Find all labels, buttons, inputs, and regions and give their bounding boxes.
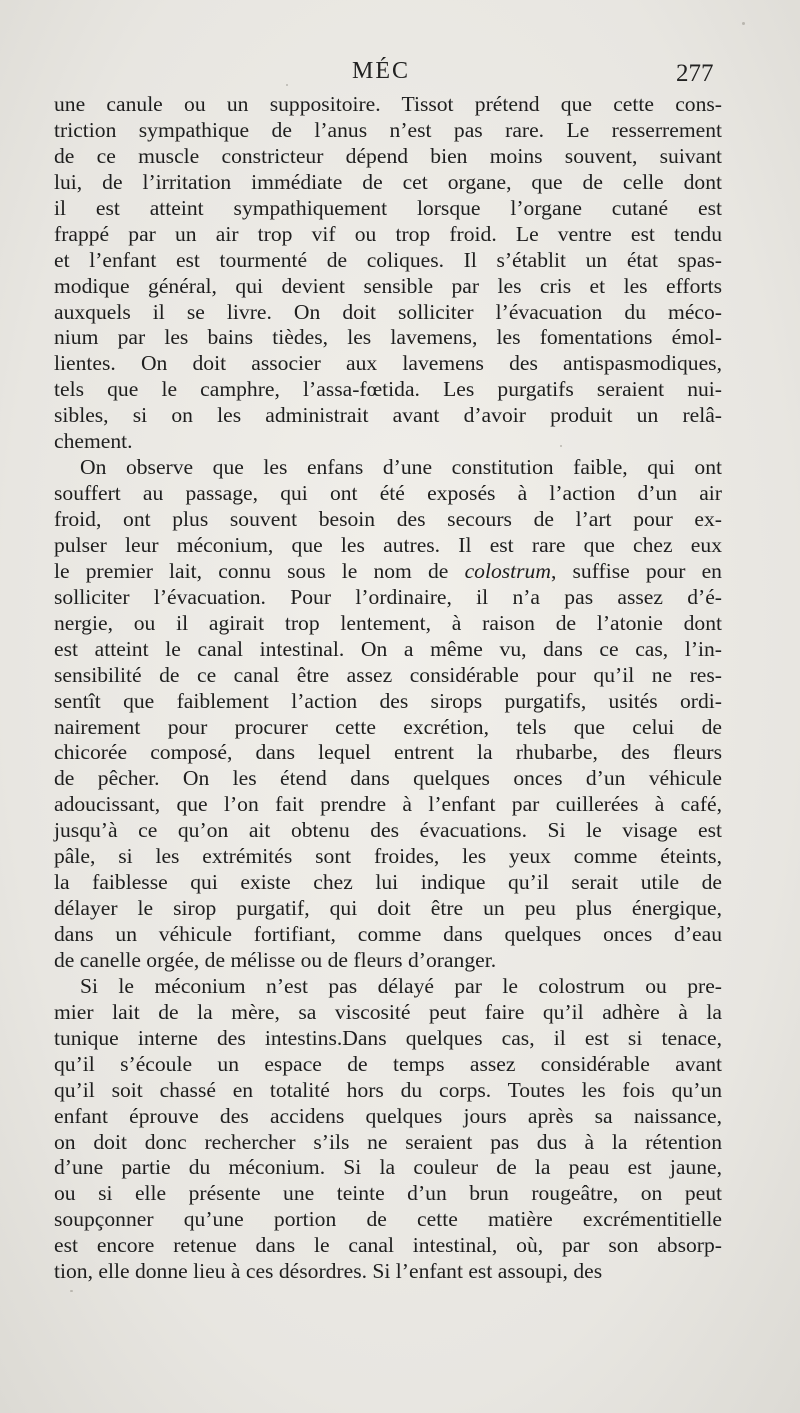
text-line: pulser leur méconium, que les autres. Il est rare que chez eux	[54, 532, 722, 557]
text-line: jusqu’à ce qu’on ait obtenu des évacuations. Si le visage est	[54, 818, 722, 843]
text-line: de canelle orgée, de mélisse ou de fleurs d’oranger.	[54, 947, 497, 972]
scan-speck	[742, 22, 745, 25]
text-line: pâle, si les extrémités sont froides, les yeux comme éteints,	[54, 844, 722, 869]
text-line: nergie, ou il agirait trop lentement, à raison de l’atonie dont	[54, 610, 722, 635]
text-line: nairement pour procurer cette excrétion, tels que celui de	[54, 714, 722, 739]
text-line: adoucissant, que l’on fait prendre à l’enfant par cuillerées à café,	[54, 792, 722, 817]
text-line: chicorée composé, dans lequel entrent la rhubarbe, des fleurs	[54, 740, 722, 765]
text-line: lui, de l’irritation immédiate de cet organe, que de celle dont	[54, 169, 722, 194]
text-line: solliciter l’évacuation. Pour l’ordinaire, il n’a pas assez d’é-	[54, 584, 722, 609]
text-line: soupçonner qu’une portion de cette matière excrémentitielle	[54, 1207, 722, 1232]
text-line: modique général, qui devient sensible par les cris et les efforts	[54, 273, 722, 298]
text-line: mier lait de la mère, sa viscosité peut faire qu’il adhère à la	[54, 999, 722, 1024]
running-head-title: MÉC	[352, 58, 411, 84]
text-line: nium par les bains tièdes, les lavemens, les fomentations émol-	[54, 325, 722, 350]
text-line: qu’il s’écoule un espace de temps assez considérable avant	[54, 1051, 722, 1076]
running-head	[0, 58, 800, 92]
text-line: délayer le sirop purgatif, qui doit être un peu plus énergique,	[54, 896, 722, 921]
text-line: tels que le camphre, l’assa-fœtida. Les purgatifs seraient nui-	[54, 377, 722, 402]
text-line: de pêcher. On les étend dans quelques onces d’un véhicule	[54, 766, 722, 791]
paragraph-2	[54, 455, 722, 974]
text-segment: le premier lait, connu sous le nom de	[54, 558, 465, 583]
text-line: dans un véhicule fortifiant, comme dans quelques onces d’eau	[54, 922, 722, 946]
text-line: lientes. On doit associer aux lavemens des antispasmodiques,	[54, 351, 722, 376]
text-line: auxquels il se livre. On doit solliciter l’évacuation du méco-	[54, 299, 722, 324]
text-line: on doit donc rechercher s’ils ne seraient pas dus à la rétention	[54, 1129, 722, 1154]
text-line: de ce muscle constricteur dépend bien moins souvent, suivant	[54, 143, 722, 168]
italic-term: colostrum	[464, 558, 551, 583]
text-line: et l’enfant est tourmenté de coliques. Il s’établit un état spas-	[54, 247, 722, 272]
text-line: qu’il soit chassé en totalité hors du corps. Toutes les fois qu’un	[54, 1077, 722, 1102]
text-line: enfant éprouve des accidens quelques jours après sa naissance,	[54, 1103, 722, 1128]
text-line: froid, ont plus souvent besoin des secours de l’art pour ex-	[54, 507, 722, 531]
page-number: 277	[676, 60, 714, 87]
text-line: ou si elle présente une teinte d’un brun rougeâtre, on peut	[54, 1181, 722, 1206]
scan-speck	[70, 1290, 73, 1292]
text-line: chement.	[54, 429, 133, 454]
text-line: sibles, si on les administrait avant d’avoir produit un relâ-	[54, 403, 722, 428]
text-line: sentît que faiblement l’action des sirops purgatifs, usités ordi-	[54, 688, 722, 713]
scan-speck	[286, 84, 288, 86]
text-line: tunique interne des intestins.Dans quelques cas, il est si tenace,	[54, 1025, 722, 1050]
text-line: Si le méconium n’est pas délayé par le colostrum ou pre-	[80, 973, 722, 998]
text-line	[54, 559, 722, 585]
body-text	[54, 92, 722, 1285]
text-line: triction sympathique de l’anus n’est pas rare. Le resserrement	[54, 117, 722, 142]
text-line: est encore retenue dans le canal intestinal, où, par son absorp-	[54, 1233, 722, 1258]
text-line: On observe que les enfans d’une constitution faible, qui ont	[80, 455, 722, 480]
text-line: il est atteint sympathiquement lorsque l’organe cutané est	[54, 195, 722, 220]
text-line: tion, elle donne lieu à ces désordres. Si l’enfant est assoupi, des	[54, 1259, 603, 1284]
text-line: frappé par un air trop vif ou trop froid. Le ventre est tendu	[54, 221, 722, 246]
text-line: une canule ou un suppositoire. Tissot prétend que cette cons-	[54, 92, 722, 116]
paragraph-3	[54, 974, 722, 1285]
text-line: est atteint le canal intestinal. On a même vu, dans ce cas, l’in-	[54, 636, 722, 661]
text-line: la faiblesse qui existe chez lui indique qu’il serait utile de	[54, 870, 722, 895]
text-segment: , suffise pour en	[550, 558, 722, 583]
text-line: souffert au passage, qui ont été exposés à l’action d’un air	[54, 481, 722, 506]
scan-speck	[560, 445, 562, 447]
text-line: sensibilité de ce canal être assez considérable pour qu’il ne res-	[54, 662, 722, 687]
text-line: d’une partie du méconium. Si la couleur de la peau est jaune,	[54, 1155, 722, 1180]
paragraph-1	[54, 92, 722, 455]
